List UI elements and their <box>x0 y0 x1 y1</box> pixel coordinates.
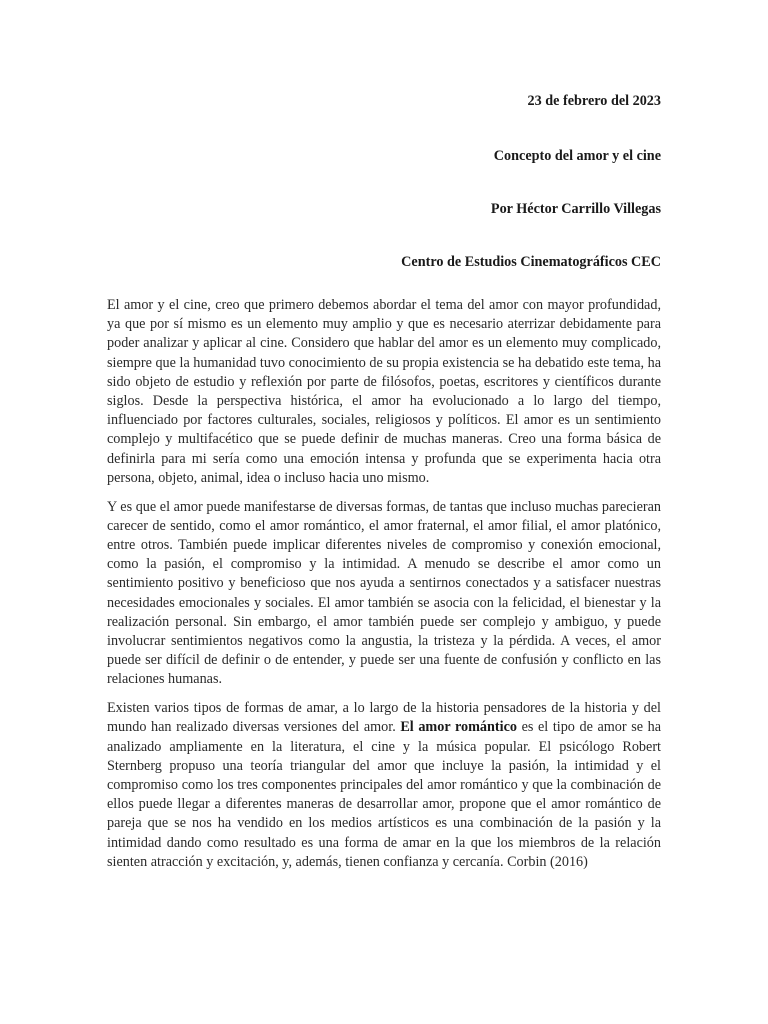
citation: Corbin (2016) <box>507 853 588 870</box>
document-title: Concepto del amor y el cine <box>493 148 661 164</box>
paragraph-3-text-after: es el tipo de amor se ha analizado ampliamente en la literatura, el cine y la música popular. El psicólogo Robert Sternberg propuso una teoría triangular del amor que incluye la pasión, la intimidad y el compromiso como los tres componentes principales del amor romántico y que la combinación de ellos puede llegar a diferentes maneras de desarrollar amor, propone que el amor romántico de pareja que se nos ha vendido en los medios artísticos es una combinación de la pasión y la intimidad dando como resultado es una forma de amar en la que los miembros de la relación sienten atracción y excitación, y, además, tienen confianza y cercanía. <box>107 719 661 870</box>
document-body <box>107 296 661 882</box>
paragraph-3-text-before: Existen varios tipos de formas de amar, a lo largo de la historia pensadores de la historia y del mundo han realizado diversas versiones del amor. <box>107 700 661 736</box>
document-institution: Centro de Estudios Cinematográficos CEC <box>401 254 661 270</box>
document-date: 23 de febrero del 2023 <box>527 93 661 109</box>
paragraph-3-bold-term: El amor romántico <box>400 719 517 736</box>
paragraph-3 <box>107 699 661 872</box>
document-author: Por Héctor Carrillo Villegas <box>490 201 661 217</box>
paragraph-2: Y es que el amor puede manifestarse de diversas formas, de tantas que incluso muchas parecieran carecer de sentido, como el amor romántico, el amor fraternal, el amor filial, el amor platónico, entre otros. También puede implicar diferentes niveles de compromiso y conexión emocional, como la pasión, el compromiso y la intimidad. A menudo se describe el amor como un sentimiento positivo y beneficioso que nos ayuda a sentirnos conectados y a satisfacer nuestras necesidades emocionales y sociales. El amor también se asocia con la felicidad, el bienestar y la realización personal. Sin embargo, el amor también puede ser complejo y ambiguo, y puede involucrar sentimientos negativos como la angustia, la tristeza y la pérdida. A veces, el amor puede ser difícil de definir o de entender, y puede ser una fuente de confusión y conflicto en las relaciones humanas. <box>107 498 661 688</box>
paragraph-1: El amor y el cine, creo que primero debemos abordar el tema del amor con mayor profundidad, ya que por sí mismo es un elemento muy amplio y que es necesario aterrizar debidamente para poder analizar y aplicar al cine. Considero que hablar del amor es un elemento muy complicado, siempre que la humanidad tuvo conocimiento de su propia existencia se ha debatido este tema, ha sido objeto de estudio y reflexión por parte de filósofos, poetas, escritores y científicos durante siglos. Desde la perspectiva histórica, el amor ha evolucionado a lo largo del tiempo, influenciado por factores culturales, sociales, religiosos y políticos. El amor es un sentimiento complejo y multifacético que se puede definir de muchas maneras. Creo una forma básica de definirla para mi sería como una emoción intensa y profunda que se experimenta hacia otra persona, objeto, animal, idea o incluso hacia uno mismo. <box>107 297 661 486</box>
